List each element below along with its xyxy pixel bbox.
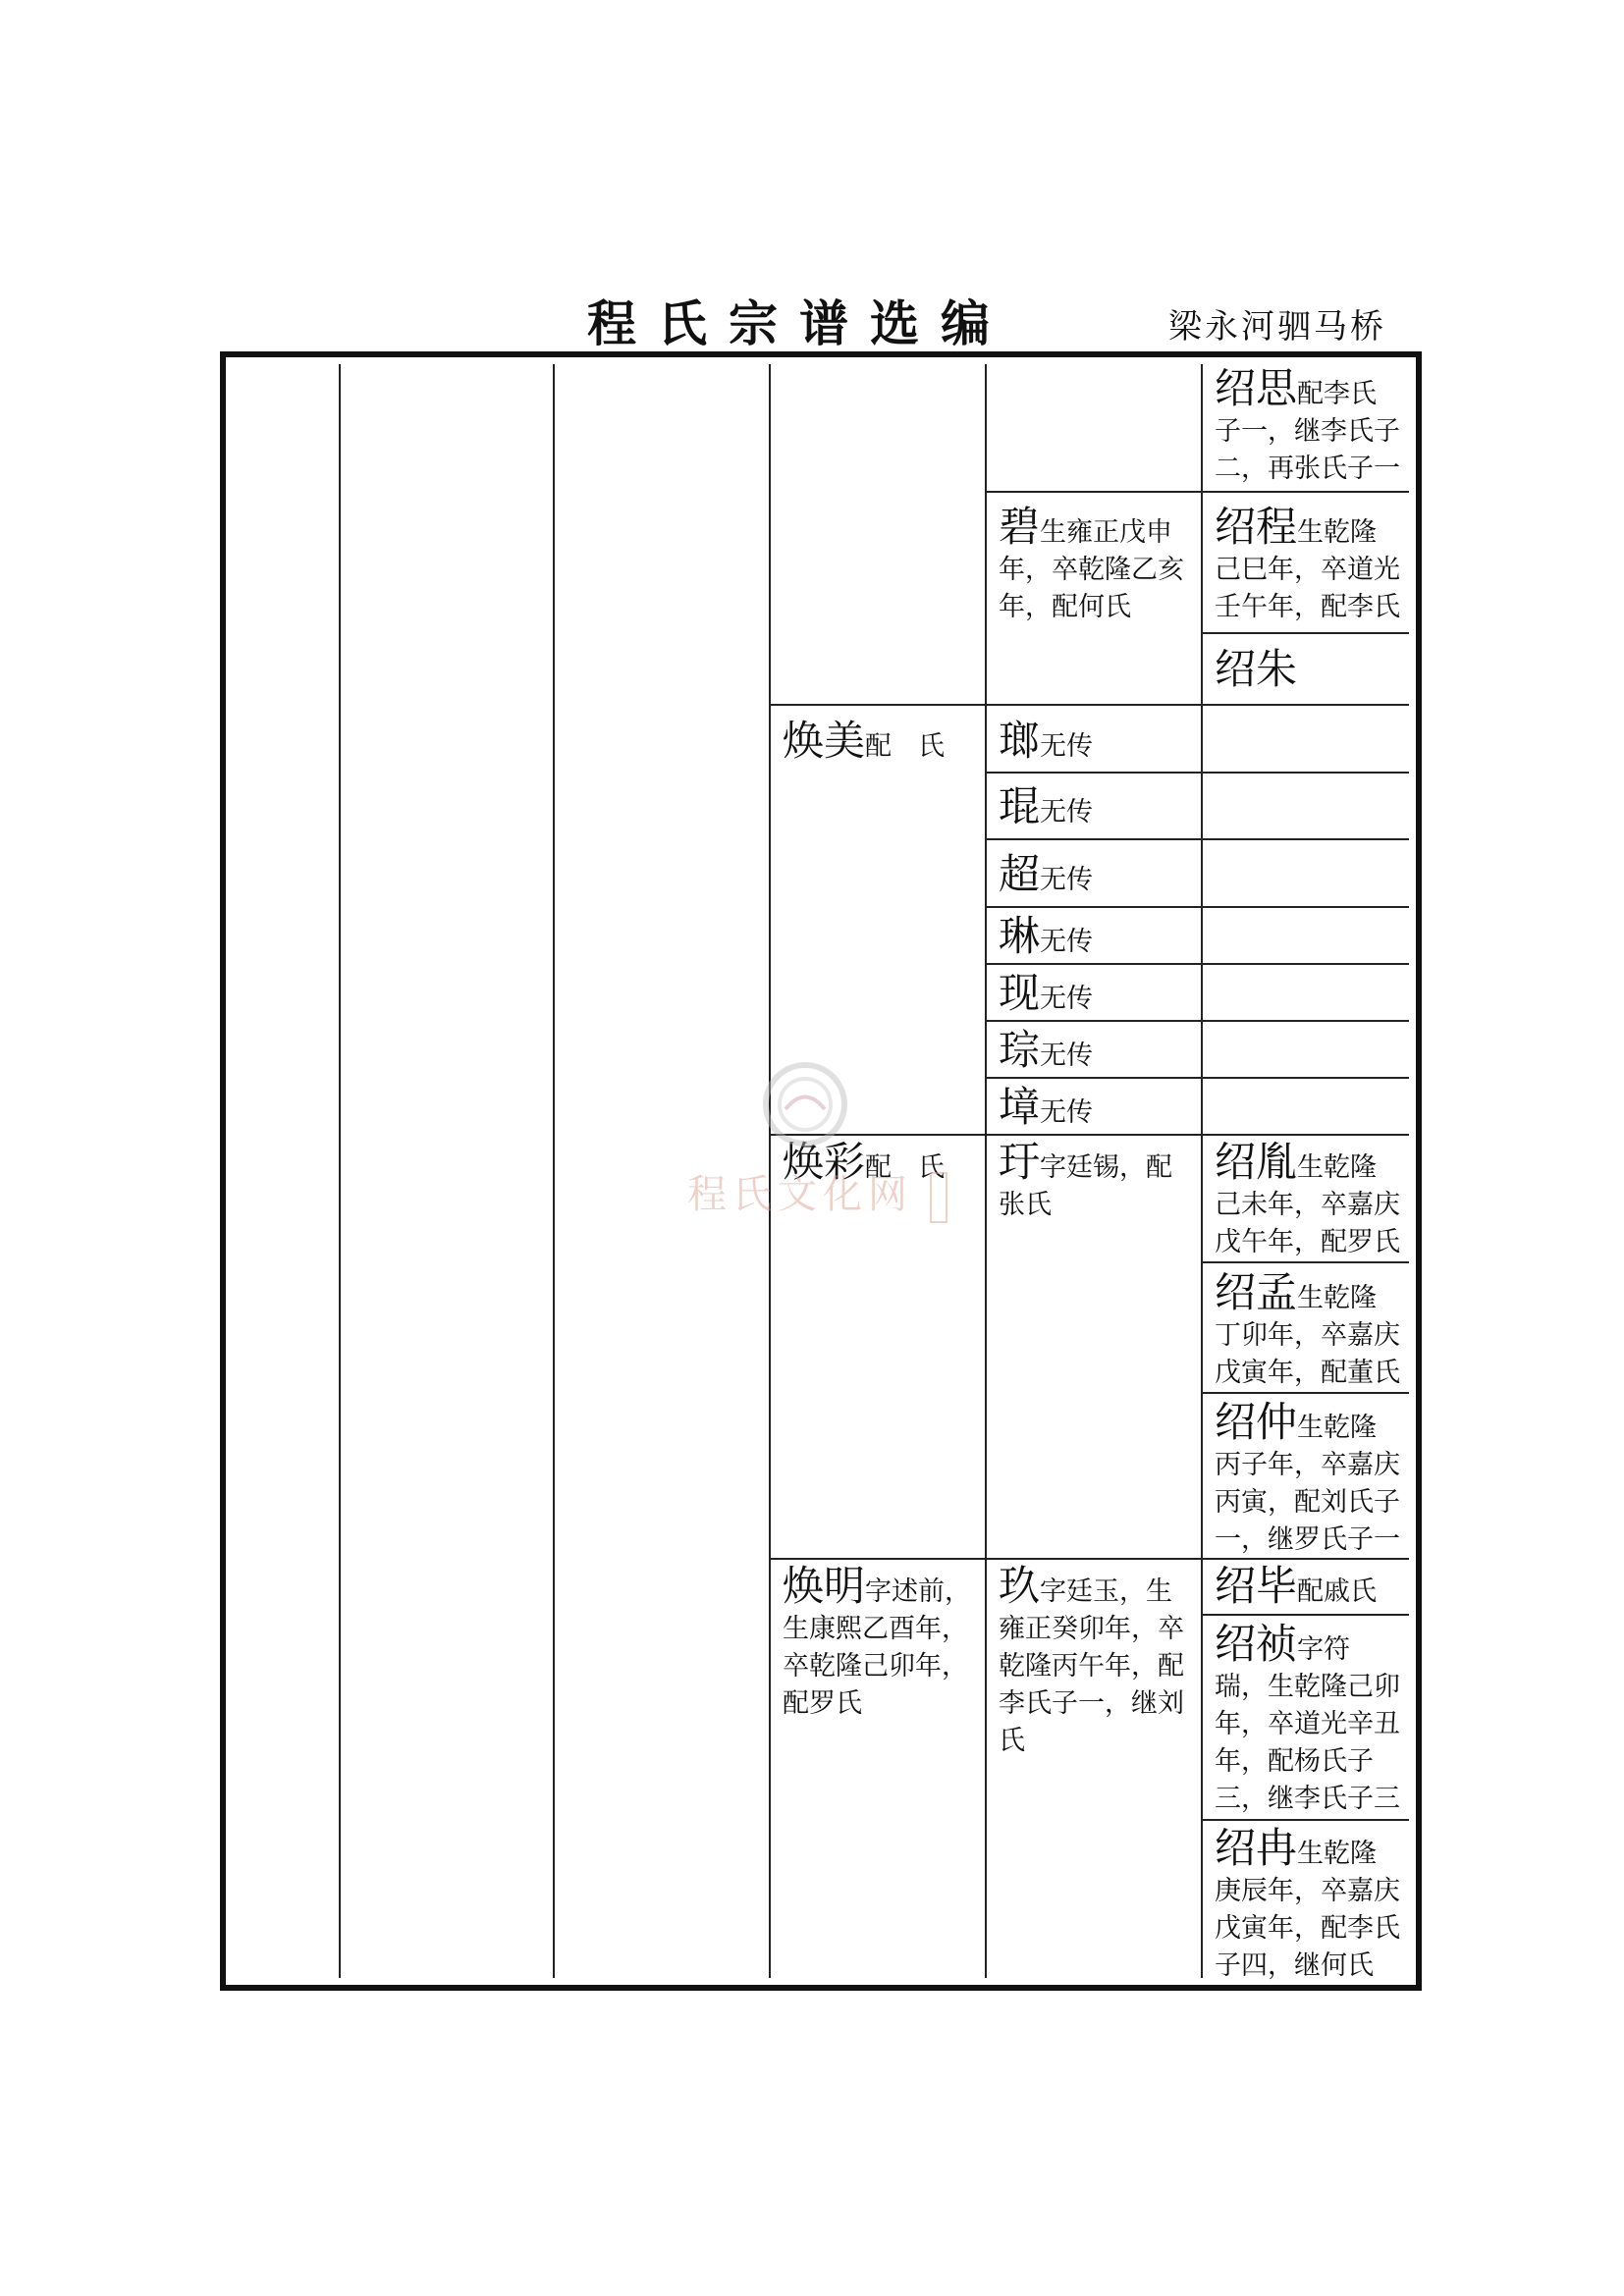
entry-note: 配 氏 — [865, 731, 946, 762]
row-divider — [985, 1020, 1409, 1022]
entry-note: 子一，继李氏子二，再张氏子一 — [1215, 416, 1400, 484]
entry-name: 超 — [999, 850, 1041, 898]
entry-shaozhong — [1209, 1398, 1407, 1559]
entry-name: 碧 — [999, 503, 1041, 551]
entry-name: 焕美 — [783, 717, 866, 765]
entry-lang — [993, 717, 1197, 766]
entry-note: 无传 — [1040, 1097, 1094, 1128]
row-divider — [985, 491, 1201, 493]
row-divider — [985, 963, 1409, 965]
entry-name: 绍冉 — [1215, 1824, 1298, 1872]
row-divider — [1201, 632, 1409, 634]
row-divider — [1201, 491, 1409, 493]
entry-yu — [993, 1138, 1197, 1224]
entry-note: 字符瑞，生乾隆己卯年，卒道光辛丑年，配杨氏子三，继李氏子三 — [1215, 1634, 1400, 1814]
page-subtitle: 梁永河驷马桥 — [1168, 307, 1386, 347]
row-divider — [985, 1077, 1409, 1079]
watermark-seal — [687, 1060, 952, 1247]
row-divider — [985, 772, 1409, 774]
entry-huanmei — [777, 717, 981, 766]
entry-name: 玗 — [999, 1138, 1041, 1186]
entry-xian — [993, 969, 1197, 1018]
entry-name: 玖 — [999, 1562, 1041, 1610]
column-divider — [553, 364, 555, 1978]
row-divider — [985, 838, 1409, 840]
entry-name: 绍程 — [1215, 503, 1298, 551]
entry-name: 绍朱 — [1215, 645, 1298, 693]
column-divider — [1201, 364, 1203, 1978]
entry-shaozhu — [1209, 645, 1407, 694]
entry-name: 绍仲 — [1215, 1398, 1298, 1446]
entry-note: 生乾隆丁卯年，卒嘉庆戊寅年，配董氏 — [1215, 1283, 1400, 1388]
row-divider — [985, 906, 1409, 908]
entry-shaocheng — [1209, 503, 1407, 626]
entry-note: 无传 — [1040, 797, 1094, 828]
entry-gen — [993, 782, 1197, 831]
entry-note: 生乾隆丙子年，卒嘉庆丙寅，配刘氏子一，继罗氏子一 — [1215, 1413, 1400, 1555]
entry-name: 现 — [999, 969, 1041, 1017]
entry-name: 焕明 — [783, 1562, 866, 1610]
entry-note: 生雍正戊申年，卒乾隆乙亥年，配何氏 — [999, 517, 1184, 622]
row-divider — [769, 704, 1409, 706]
entry-name: 琨 — [999, 782, 1041, 830]
entry-lin — [993, 912, 1197, 961]
entry-note: 无传 — [1040, 1041, 1094, 1071]
entry-note: 生乾隆庚辰年，卒嘉庆戊寅年，配李氏子四，继何氏 — [1215, 1839, 1400, 1981]
row-divider — [1201, 1392, 1409, 1394]
column-divider — [985, 364, 987, 1978]
entry-huanming — [777, 1562, 981, 1723]
entry-note: 配戚氏 — [1297, 1576, 1378, 1607]
entry-name: 瑯 — [999, 717, 1041, 765]
entry-note: 配李氏 — [1297, 379, 1378, 409]
entry-note: 字廷玉，生雍正癸卯年，卒乾隆丙午年，配李氏子一，继刘氏 — [999, 1576, 1184, 1756]
entry-bi — [993, 503, 1197, 626]
entry-zhuang — [993, 1083, 1197, 1132]
entry-cong — [993, 1026, 1197, 1075]
entry-name: 绍胤 — [1215, 1138, 1298, 1186]
entry-shaoran — [1209, 1824, 1407, 1985]
entry-note: 无传 — [1040, 865, 1094, 895]
row-divider — [1201, 1261, 1409, 1263]
entry-note: 生乾隆己未年，卒嘉庆戊午年，配罗氏 — [1215, 1152, 1400, 1257]
entry-name: 绍孟 — [1215, 1268, 1298, 1316]
page-title: 程氏宗谱选编 — [587, 294, 1011, 352]
entry-name: 绍思 — [1215, 364, 1298, 412]
entry-name: 墇 — [999, 1083, 1041, 1131]
entry-name: 焕彩 — [783, 1138, 866, 1186]
entry-shaozhen — [1209, 1620, 1407, 1818]
entry-note: 字述前，生康熙乙酉年，卒乾隆己卯年，配罗氏 — [783, 1576, 972, 1719]
entry-note: 生乾隆己巳年，卒道光壬午年，配李氏 — [1215, 517, 1400, 622]
watermark-text: 程氏文化网 — [687, 1172, 913, 1216]
row-divider — [1201, 1614, 1409, 1616]
entry-name: 绍毕 — [1215, 1562, 1298, 1610]
entry-jiu — [993, 1562, 1197, 1760]
entry-name: 琮 — [999, 1026, 1041, 1074]
entry-shaomeng — [1209, 1268, 1407, 1392]
entry-note: 字廷锡，配张氏 — [999, 1152, 1173, 1220]
seal-icon — [687, 1060, 952, 1247]
entry-shaohu — [1209, 1138, 1407, 1261]
entry-note: 无传 — [1040, 927, 1094, 957]
entry-note: 无传 — [1040, 984, 1094, 1014]
entry-note: 无传 — [1040, 731, 1094, 762]
column-divider — [339, 364, 341, 1978]
entry-note: 配 氏 — [865, 1152, 946, 1183]
entry-name: 琳 — [999, 912, 1041, 960]
entry-chao — [993, 850, 1197, 899]
entry-shaosi — [1209, 364, 1407, 488]
entry-name: 绍祯 — [1215, 1620, 1298, 1668]
entry-shaobi — [1209, 1562, 1407, 1611]
row-divider — [1201, 1819, 1409, 1821]
